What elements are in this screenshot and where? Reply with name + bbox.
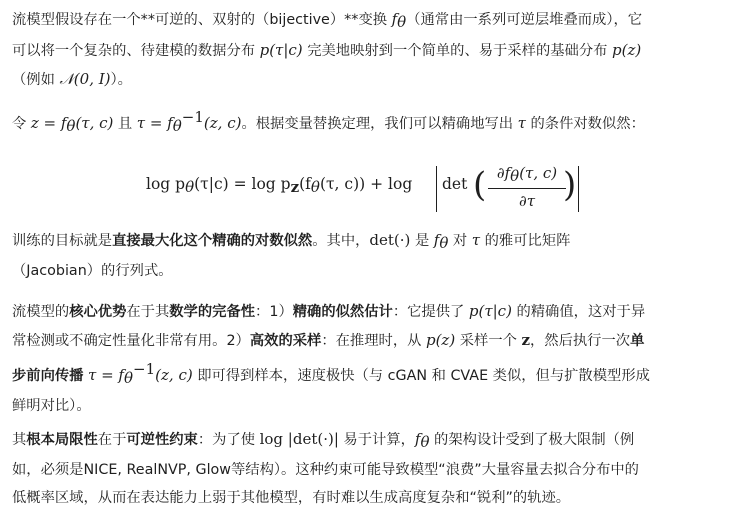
text: （例如 bbox=[12, 72, 60, 88]
eq-text: (τ, c)) + log bbox=[319, 175, 413, 193]
eq-sub: θ bbox=[310, 178, 320, 196]
eq-text: (f bbox=[299, 175, 311, 193]
math-sub: θ bbox=[124, 369, 134, 387]
math: p(z) bbox=[425, 331, 456, 349]
text: 对 bbox=[448, 233, 472, 249]
text: 易于计算， bbox=[338, 432, 415, 448]
math-sub: θ bbox=[172, 117, 182, 135]
text: 流模型的 bbox=[12, 304, 70, 320]
eq-text: log p bbox=[146, 175, 186, 193]
math: f bbox=[414, 430, 421, 448]
eq-numerator bbox=[488, 163, 566, 186]
eq-sub: θ bbox=[185, 178, 195, 196]
fraction-line bbox=[488, 188, 566, 189]
text: 如，必须是NICE, RealNVP, Glow等结构）。这种约束可能导致模型“浪费”大量容量去拟合分布中的 bbox=[12, 462, 639, 478]
math-sup: −1 bbox=[181, 108, 204, 126]
eq-denominator: ∂τ bbox=[518, 192, 536, 210]
math: z bbox=[521, 331, 530, 349]
text: 常检测或不确定性量化非常有用。2） bbox=[12, 333, 250, 349]
bold-text: 高效的采样 bbox=[249, 333, 322, 349]
math: p(τ|c) bbox=[468, 302, 512, 320]
math: τ bbox=[517, 114, 526, 132]
text: 令 bbox=[12, 116, 31, 132]
text: 的精确值，这对于异 bbox=[511, 304, 646, 320]
math: τ = f bbox=[88, 366, 124, 384]
math: (τ, c) bbox=[75, 114, 114, 132]
text: 采样一个 bbox=[455, 333, 522, 349]
equation-left bbox=[146, 175, 412, 196]
math: (z, c) bbox=[155, 366, 193, 384]
bold-text: 根本局限性 bbox=[26, 432, 98, 448]
bold-text: 核心优势 bbox=[69, 304, 127, 320]
likelihood-equation bbox=[0, 160, 731, 216]
text: ：在推理时，从 bbox=[321, 333, 426, 349]
math-p-tau-c: p(τ|c) bbox=[259, 41, 303, 59]
abs-bar-right bbox=[578, 166, 579, 212]
bold-text: 精确的似然估计 bbox=[292, 304, 393, 320]
eq-sub: z bbox=[290, 178, 300, 196]
math-sub: θ bbox=[420, 433, 430, 451]
bold-text: 单 bbox=[630, 333, 645, 349]
text: ：为了使 bbox=[197, 432, 260, 448]
eq-rparen: ) bbox=[563, 165, 577, 205]
math-sup: −1 bbox=[133, 360, 156, 378]
paragraph-intro bbox=[12, 5, 722, 94]
eq-det: det bbox=[442, 175, 468, 193]
text: 流模型假设存在一个**可逆的、双射的（bijective）**变换 bbox=[12, 12, 392, 28]
bold-text: 数学的完备性 bbox=[169, 304, 256, 320]
bold-text: 步前向传播 bbox=[12, 368, 84, 384]
math: τ bbox=[471, 231, 481, 249]
text: 。其中， bbox=[312, 233, 370, 249]
text: ：它提供了 bbox=[392, 304, 469, 320]
abs-bar-left bbox=[436, 166, 437, 212]
text: 的条件对数似然： bbox=[525, 116, 645, 132]
eq-text: (τ|c) = log p bbox=[194, 175, 291, 193]
text: 可以将一个复杂的、待建模的数据分布 bbox=[12, 43, 260, 59]
math-sub: θ bbox=[397, 13, 407, 31]
text: 的架构设计受到了极大限制（例 bbox=[429, 432, 635, 448]
paragraph-definition bbox=[12, 103, 722, 140]
math-f: f bbox=[391, 10, 398, 28]
math-sub: θ bbox=[66, 117, 76, 135]
text: 是 bbox=[410, 233, 434, 249]
eq-sub: θ bbox=[510, 167, 520, 185]
math-normal: 𝒩(0, I) bbox=[59, 70, 111, 88]
text: 完美地映射到一个简单的、易于采样的基础分布 bbox=[302, 43, 612, 59]
text: 训练的目标就是 bbox=[12, 233, 113, 249]
text: 即可得到样本，速度极快（与 cGAN 和 CVAE 类似，但与扩散模型形成 bbox=[192, 368, 650, 384]
text: 。根据变量替换定理，我们可以精确地写出 bbox=[241, 116, 518, 132]
math: z = f bbox=[30, 114, 67, 132]
eq-text: (τ, c) bbox=[519, 164, 558, 182]
text: ）。 bbox=[110, 72, 132, 88]
math-p-z: p(z) bbox=[611, 41, 642, 59]
math: τ = f bbox=[136, 114, 173, 132]
math: f bbox=[433, 231, 440, 249]
bold-text: 直接最大化这个精确的对数似然 bbox=[112, 233, 313, 249]
text: （Jacobian）的行列式。 bbox=[12, 263, 173, 279]
eq-fraction bbox=[488, 163, 566, 211]
text: 且 bbox=[113, 116, 137, 132]
text: 在于 bbox=[97, 432, 127, 448]
text: 的雅可比矩阵 bbox=[480, 233, 571, 249]
text: ，然后执行一次 bbox=[530, 333, 631, 349]
paragraph-objective bbox=[12, 226, 722, 285]
math: log |det(·)| bbox=[259, 430, 339, 448]
math: (z, c) bbox=[203, 114, 242, 132]
text: ：1） bbox=[255, 304, 293, 320]
math-sub: θ bbox=[439, 234, 449, 252]
eq-text: ∂f bbox=[496, 164, 511, 182]
eq-lparen: ( bbox=[473, 165, 487, 205]
paragraph-advantages bbox=[12, 297, 722, 420]
text: 鲜明对比）。 bbox=[12, 398, 91, 414]
text: （通常由一系列可逆层堆叠而成），它 bbox=[406, 12, 643, 28]
paragraph-limitations bbox=[12, 425, 722, 512]
text: 低概率区域，从而在表达能力上弱于其他模型，有时难以生成高度复杂和“锐利”的轨迹。 bbox=[12, 490, 571, 506]
text: 在于其 bbox=[126, 304, 170, 320]
math: det(·) bbox=[369, 231, 411, 249]
bold-text: 可逆性约束 bbox=[126, 432, 198, 448]
text: 其 bbox=[12, 432, 27, 448]
